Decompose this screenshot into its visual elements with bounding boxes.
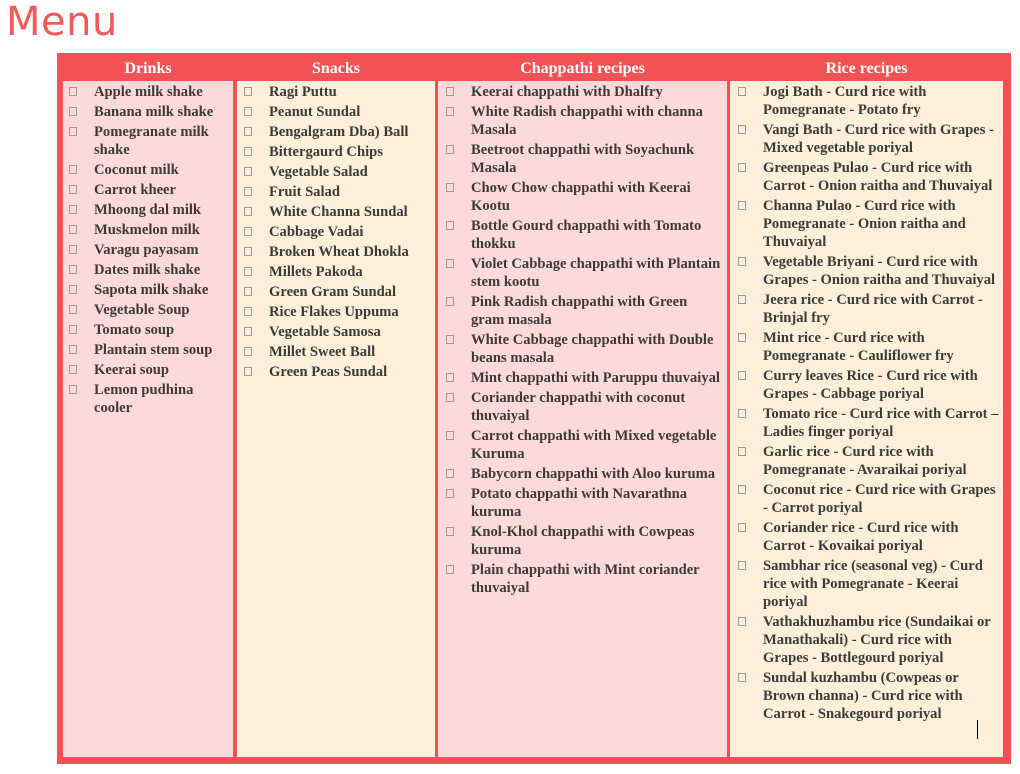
menu-item: [438, 179, 727, 215]
checkbox-icon[interactable]: [738, 673, 746, 682]
menu-item: [438, 485, 727, 521]
checkbox-icon[interactable]: [69, 365, 77, 374]
checkbox-icon[interactable]: [69, 345, 77, 354]
checkbox-icon[interactable]: [446, 431, 454, 440]
menu-item: [237, 163, 435, 181]
checkbox-icon[interactable]: [244, 307, 252, 316]
menu-item: [438, 523, 727, 559]
checkbox-icon[interactable]: [738, 333, 746, 342]
menu-item-label: Plain chappathi with Mint coriander thuvaiyal: [471, 562, 700, 596]
checkbox-icon[interactable]: [69, 225, 77, 234]
menu-item-label: Babycorn chappathi with Aloo kuruma: [471, 466, 716, 482]
menu-item: [730, 121, 1003, 157]
menu-item: [63, 83, 233, 101]
menu-item: [730, 83, 1003, 119]
checkbox-icon[interactable]: [69, 107, 77, 116]
menu-item-label: Garlic rice - Curd rice with Pomegranate - Avaraikai poriyal: [763, 444, 967, 478]
menu-item-label: Keerai soup: [94, 362, 169, 378]
menu-item: [63, 361, 233, 379]
checkbox-icon[interactable]: [738, 87, 746, 96]
menu-item: [63, 321, 233, 339]
menu-item: [438, 331, 727, 367]
checkbox-icon[interactable]: [244, 187, 252, 196]
menu-item-label: Millet Sweet Ball: [269, 344, 376, 360]
checkbox-icon[interactable]: [446, 183, 454, 192]
menu-item: [237, 263, 435, 281]
menu-item: [438, 141, 727, 177]
menu-item-label: Violet Cabbage chappathi with Plantain stem kootu: [471, 256, 721, 290]
menu-item: [438, 293, 727, 329]
menu-item-label: Bittergaurd Chips: [269, 144, 383, 160]
checkbox-icon[interactable]: [446, 527, 454, 536]
menu-item: [730, 669, 1003, 723]
checkbox-icon[interactable]: [244, 247, 252, 256]
menu-item: [237, 283, 435, 301]
checkbox-icon[interactable]: [738, 409, 746, 418]
checkbox-icon[interactable]: [244, 167, 252, 176]
column-body-drinks: [63, 81, 233, 757]
column-heading-snacks: Snacks: [311, 60, 361, 77]
checkbox-icon[interactable]: [244, 227, 252, 236]
column-rice-recipes: [730, 53, 1003, 757]
checkbox-icon[interactable]: [738, 371, 746, 380]
menu-item: [438, 83, 727, 101]
column-heading-drinks: Drinks: [124, 60, 172, 77]
menu-item: [237, 123, 435, 141]
menu-item: [237, 183, 435, 201]
menu-item-label: White Cabbage chappathi with Double beans masala: [471, 332, 714, 366]
checkbox-icon[interactable]: [244, 367, 252, 376]
menu-item-label: Carrot chappathi with Mixed vegetable Kuruma: [471, 428, 717, 462]
menu-item-label: Dates milk shake: [94, 262, 201, 278]
item-list-snacks: [237, 83, 435, 381]
checkbox-icon[interactable]: [69, 185, 77, 194]
menu-item: [237, 83, 435, 101]
checkbox-icon[interactable]: [446, 469, 454, 478]
menu-item-label: Beetroot chappathi with Soyachunk Masala: [471, 142, 695, 176]
item-list-rice-recipes: [730, 83, 1003, 723]
menu-item-label: Peanut Sundal: [269, 104, 361, 120]
menu-item: [237, 243, 435, 261]
checkbox-icon[interactable]: [69, 165, 77, 174]
checkbox-icon[interactable]: [244, 107, 252, 116]
menu-item: [730, 519, 1003, 555]
menu-item-label: Tomato rice - Curd rice with Carrot – Ladies finger poriyal: [763, 406, 999, 440]
checkbox-icon[interactable]: [69, 385, 77, 394]
menu-item-label: Varagu payasam: [94, 242, 199, 258]
column-body-chappathi-recipes: [438, 81, 727, 757]
checkbox-icon[interactable]: [738, 163, 746, 172]
menu-item: [237, 303, 435, 321]
menu-item: [237, 363, 435, 381]
checkbox-icon[interactable]: [244, 207, 252, 216]
menu-item-label: Chow Chow chappathi with Keerai Kootu: [471, 180, 691, 214]
menu-item: [63, 181, 233, 199]
menu-item-label: Jogi Bath - Curd rice with Pomegranate - Potato fry: [763, 84, 927, 118]
menu-item-label: Ragi Puttu: [269, 84, 337, 100]
page-title: Menu: [6, 0, 118, 45]
menu-item-label: Apple milk shake: [94, 84, 203, 100]
menu-item: [63, 261, 233, 279]
menu-item: [730, 291, 1003, 327]
checkbox-icon[interactable]: [446, 107, 454, 116]
checkbox-icon[interactable]: [446, 297, 454, 306]
menu-item: [438, 561, 727, 597]
menu-item: [63, 221, 233, 239]
menu-item-label: Sapota milk shake: [94, 282, 209, 298]
menu-item-label: Bengalgram Dba) Ball: [269, 124, 409, 140]
checkbox-icon[interactable]: [69, 245, 77, 254]
menu-item: [438, 389, 727, 425]
menu-item-label: Vegetable Samosa: [269, 324, 381, 340]
menu-item-label: Vegetable Soup: [94, 302, 190, 318]
menu-item: [438, 465, 727, 483]
checkbox-icon[interactable]: [446, 221, 454, 230]
menu-item-label: Carrot kheer: [94, 182, 176, 198]
checkbox-icon[interactable]: [446, 373, 454, 382]
menu-item: [63, 123, 233, 159]
text-cursor: [977, 720, 978, 739]
menu-item-label: Sambhar rice (seasonal veg) - Curd rice with Pomegranate - Keerai poriyal: [763, 558, 983, 610]
checkbox-icon[interactable]: [244, 87, 252, 96]
checkbox-icon[interactable]: [738, 561, 746, 570]
menu-item: [438, 255, 727, 291]
menu-item-label: Vegetable Briyani - Curd rice with Grapes - Onion raitha and Thuvaiyal: [763, 254, 996, 288]
menu-item-label: Pink Radish chappathi with Green gram masala: [471, 294, 688, 328]
menu-item: [730, 613, 1003, 667]
menu-item: [730, 481, 1003, 517]
checkbox-icon[interactable]: [446, 335, 454, 344]
menu-item: [237, 143, 435, 161]
menu-item: [438, 369, 727, 387]
menu-item: [730, 405, 1003, 441]
checkbox-icon[interactable]: [446, 259, 454, 268]
menu-item-label: Fruit Salad: [269, 184, 340, 200]
checkbox-icon[interactable]: [738, 617, 746, 626]
menu-item: [438, 427, 727, 463]
menu-item-label: Banana milk shake: [94, 104, 214, 120]
menu-item-label: Keerai chappathi with Dhalfry: [471, 84, 663, 100]
menu-item: [730, 159, 1003, 195]
menu-item-label: Green Peas Sundal: [269, 364, 388, 380]
menu-item-label: Curry leaves Rice - Curd rice with Grapes - Cabbage poriyal: [763, 368, 978, 402]
menu-item-label: White Channa Sundal: [269, 204, 408, 220]
column-heading-chappathi-recipes: Chappathi recipes: [520, 60, 645, 77]
menu-item: [63, 161, 233, 179]
menu-item: [63, 103, 233, 121]
menu-item-label: Lemon pudhina cooler: [94, 382, 194, 416]
checkbox-icon[interactable]: [446, 565, 454, 574]
menu-item: [730, 253, 1003, 289]
checkbox-icon[interactable]: [738, 257, 746, 266]
menu-item-label: Vathakhuzhambu rice (Sundaikai or Manathakali) - Curd rice with Grapes - Bottlegourd poriyal: [763, 614, 991, 666]
menu-item-label: Vegetable Salad: [269, 164, 368, 180]
menu-item-label: Sundal kuzhambu (Cowpeas or Brown channa) - Curd rice with Carrot - Snakegourd poriyal: [763, 670, 963, 722]
menu-item: [438, 103, 727, 139]
checkbox-icon[interactable]: [738, 447, 746, 456]
checkbox-icon[interactable]: [244, 127, 252, 136]
column-drinks: [63, 53, 233, 757]
menu-item: [63, 281, 233, 299]
menu-item: [237, 323, 435, 341]
menu-item: [730, 443, 1003, 479]
menu-item-label: Coconut milk: [94, 162, 179, 178]
menu-item: [438, 217, 727, 253]
column-chappathi-recipes: [438, 53, 727, 757]
menu-item: [63, 341, 233, 359]
menu-table: [57, 53, 1011, 764]
checkbox-icon[interactable]: [69, 305, 77, 314]
menu-item: [730, 557, 1003, 611]
checkbox-icon[interactable]: [244, 347, 252, 356]
column-body-snacks: [237, 81, 435, 757]
menu-item: [237, 203, 435, 221]
menu-item-label: Bottle Gourd chappathi with Tomato thokku: [471, 218, 702, 252]
menu-item: [237, 103, 435, 121]
menu-item-label: Vangi Bath - Curd rice with Grapes - Mixed vegetable poriyal: [763, 122, 994, 156]
menu-item: [63, 381, 233, 417]
menu-item: [63, 301, 233, 319]
menu-item-label: Knol-Khol chappathi with Cowpeas kuruma: [471, 524, 695, 558]
checkbox-icon[interactable]: [244, 267, 252, 276]
item-list-chappathi-recipes: [438, 83, 727, 597]
checkbox-icon[interactable]: [69, 325, 77, 334]
checkbox-icon[interactable]: [738, 485, 746, 494]
menu-item-label: Tomato soup: [94, 322, 175, 338]
column-heading-rice-recipes: Rice recipes: [825, 60, 908, 77]
checkbox-icon[interactable]: [738, 295, 746, 304]
menu-item-label: Green Gram Sundal: [269, 284, 397, 300]
checkbox-icon[interactable]: [446, 87, 454, 96]
checkbox-icon[interactable]: [244, 327, 252, 336]
menu-item: [237, 343, 435, 361]
menu-item-label: Coriander rice - Curd rice with Carrot - Kovaikai poriyal: [763, 520, 959, 554]
menu-item-label: Channa Pulao - Curd rice with Pomegranate - Onion raitha and Thuvaiyal: [763, 198, 966, 250]
menu-item-label: Mint rice - Curd rice with Pomegranate - Cauliflower fry: [763, 330, 954, 364]
menu-item-label: Millets Pakoda: [269, 264, 363, 280]
checkbox-icon[interactable]: [446, 145, 454, 154]
checkbox-icon[interactable]: [69, 87, 77, 96]
menu-item: [237, 223, 435, 241]
menu-item-label: Broken Wheat Dhokla: [269, 244, 409, 260]
menu-item-label: Muskmelon milk: [94, 222, 200, 238]
menu-item-label: Plantain stem soup: [94, 342, 213, 358]
menu-item-label: Cabbage Vadai: [269, 224, 364, 240]
menu-item-label: Pomegranate milk shake: [94, 124, 209, 158]
menu-item: [730, 367, 1003, 403]
checkbox-icon[interactable]: [244, 147, 252, 156]
menu-item: [730, 197, 1003, 251]
checkbox-icon[interactable]: [738, 125, 746, 134]
checkbox-icon[interactable]: [69, 265, 77, 274]
menu-item: [63, 201, 233, 219]
menu-item: [730, 329, 1003, 365]
column-body-rice-recipes: [730, 81, 1003, 757]
checkbox-icon[interactable]: [69, 127, 77, 136]
checkbox-icon[interactable]: [446, 393, 454, 402]
column-snacks: [237, 53, 435, 757]
menu-item-label: Mint chappathi with Paruppu thuvaiyal: [471, 370, 720, 386]
checkbox-icon[interactable]: [69, 205, 77, 214]
checkbox-icon[interactable]: [738, 201, 746, 210]
checkbox-icon[interactable]: [69, 285, 77, 294]
menu-item-label: Mhoong dal milk: [94, 202, 202, 218]
item-list-drinks: [63, 83, 233, 417]
menu-item-label: Greenpeas Pulao - Curd rice with Carrot - Onion raitha and Thuvaiyal: [763, 160, 993, 194]
menu-item-label: Coriander chappathi with coconut thuvaiyal: [471, 390, 686, 424]
menu-item-label: Potato chappathi with Navarathna kuruma: [471, 486, 688, 520]
checkbox-icon[interactable]: [244, 287, 252, 296]
menu-item-label: Coconut rice - Curd rice with Grapes - Carrot poriyal: [763, 482, 996, 516]
checkbox-icon[interactable]: [738, 523, 746, 532]
menu-item-label: White Radish chappathi with channa Masala: [471, 104, 703, 138]
checkbox-icon[interactable]: [446, 489, 454, 498]
menu-item-label: Rice Flakes Uppuma: [269, 304, 399, 320]
menu-item: [63, 241, 233, 259]
menu-item-label: Jeera rice - Curd rice with Carrot - Brinjal fry: [763, 292, 983, 326]
